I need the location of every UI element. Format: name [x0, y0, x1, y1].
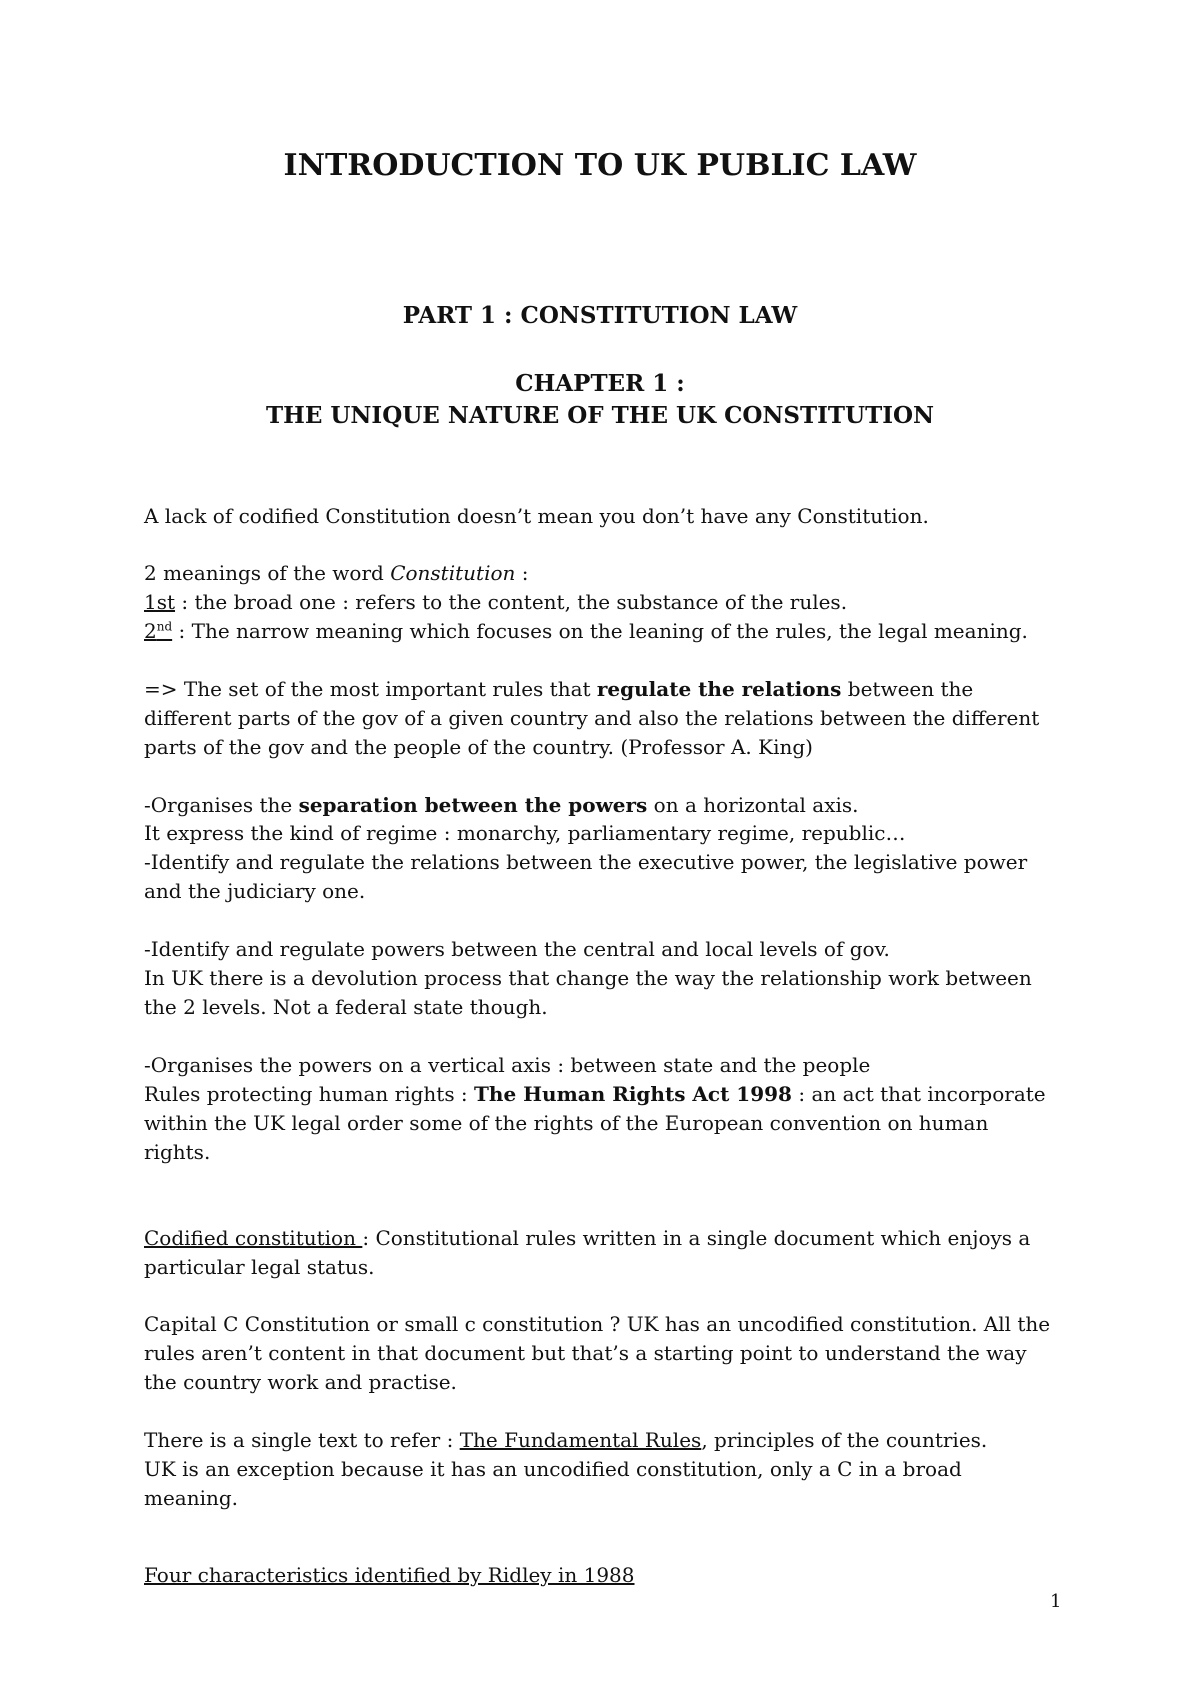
definition-text-b: between the: [841, 677, 974, 701]
first-meaning-label: 1st: [144, 590, 176, 614]
vertical-text-b: : an act that incorporate: [791, 1082, 1046, 1106]
document-title: INTRODUCTION TO UK PUBLIC LAW: [283, 148, 917, 183]
chapter-heading: CHAPTER 1 :: [515, 370, 685, 397]
single-text-line-1: [144, 1427, 987, 1453]
definition-line-1: [144, 676, 973, 702]
first-meaning: [144, 589, 847, 615]
horizontal-line-3: -Identify and regulate the relations between the executive power, the legislative power: [144, 850, 1028, 874]
horizontal-text-b: on a horizontal axis.: [647, 793, 859, 817]
single-text-line-3: meaning.: [144, 1486, 239, 1510]
levels-line-2: In UK there is a devolution process that change the way the relationship work between: [144, 966, 1032, 990]
single-text-a: There is a single text to refer :: [144, 1428, 460, 1452]
meanings-lead-text: 2 meanings of the word: [144, 561, 391, 585]
codified-line-2: particular legal status.: [144, 1255, 375, 1279]
levels-line-3: the 2 levels. Not a federal state though.: [144, 995, 548, 1019]
four-characteristics-heading: Four characteristics identified by Ridley in 1988: [144, 1563, 635, 1587]
fundamental-rules: The Fundamental Rules: [459, 1428, 702, 1452]
first-meaning-text: : the broad one : refers to the content, the substance of the rules.: [175, 590, 848, 614]
chapter-title: THE UNIQUE NATURE OF THE UK CONSTITUTION: [265, 402, 935, 429]
horizontal-line-1: [144, 792, 859, 818]
second-meaning-label: [144, 619, 172, 643]
codified-term: Codified constitution: [144, 1226, 363, 1250]
single-text-b: , principles of the countries.: [701, 1428, 988, 1452]
horizontal-bold: separation between the powers: [298, 793, 648, 817]
second-meaning: [144, 618, 1028, 644]
codified-definition: : Constitutional rules written in a single document which enjoys a: [362, 1226, 1031, 1250]
second-meaning-text: : The narrow meaning which focuses on the leaning of the rules, the legal meaning.: [172, 619, 1028, 643]
definition-line-2: different parts of the gov of a given country and also the relations between the different: [144, 706, 1040, 730]
levels-line-1: -Identify and regulate powers between the central and local levels of gov.: [144, 937, 890, 961]
vertical-line-3: within the UK legal order some of the rights of the European convention on human: [144, 1111, 989, 1135]
intro-paragraph: A lack of codified Constitution doesn’t mean you don’t have any Constitution.: [144, 504, 929, 528]
meanings-word: Constitution: [390, 561, 516, 585]
definition-line-3: parts of the gov and the people of the country. (Professor A. King): [144, 735, 813, 759]
vertical-line-1: -Organises the powers on a vertical axis : between state and the people: [144, 1053, 871, 1077]
meanings-lead-end: :: [515, 561, 529, 585]
page-number: 1: [1050, 1591, 1062, 1612]
single-text-line-2: UK is an exception because it has an uncodified constitution, only a C in a broad: [144, 1457, 962, 1481]
second-meaning-number: 2: [144, 619, 157, 643]
meanings-lead: [144, 560, 529, 586]
definition-text-a: => The set of the most important rules that: [144, 677, 597, 701]
second-meaning-suffix: nd: [156, 619, 173, 634]
vertical-line-4: rights.: [144, 1140, 211, 1164]
part-heading: PART 1 : CONSTITUTION LAW: [402, 302, 798, 329]
horizontal-line-2: It express the kind of regime : monarchy, parliamentary regime, republic…: [144, 821, 906, 845]
capital-line-1: Capital C Constitution or small c constitution ? UK has an uncodified constitution. All the: [144, 1312, 1051, 1336]
horizontal-line-4: and the judiciary one.: [144, 879, 366, 903]
vertical-text-a: Rules protecting human rights :: [144, 1082, 475, 1106]
horizontal-text-a: -Organises the: [144, 793, 299, 817]
codified-line-1: [144, 1225, 1030, 1251]
definition-bold: regulate the relations: [596, 677, 842, 701]
capital-line-2: rules aren’t content in that document but that’s a starting point to understand the way: [144, 1341, 1027, 1365]
capital-line-3: the country work and practise.: [144, 1370, 457, 1394]
human-rights-act: The Human Rights Act 1998: [474, 1082, 792, 1106]
vertical-line-2: [144, 1081, 1046, 1107]
